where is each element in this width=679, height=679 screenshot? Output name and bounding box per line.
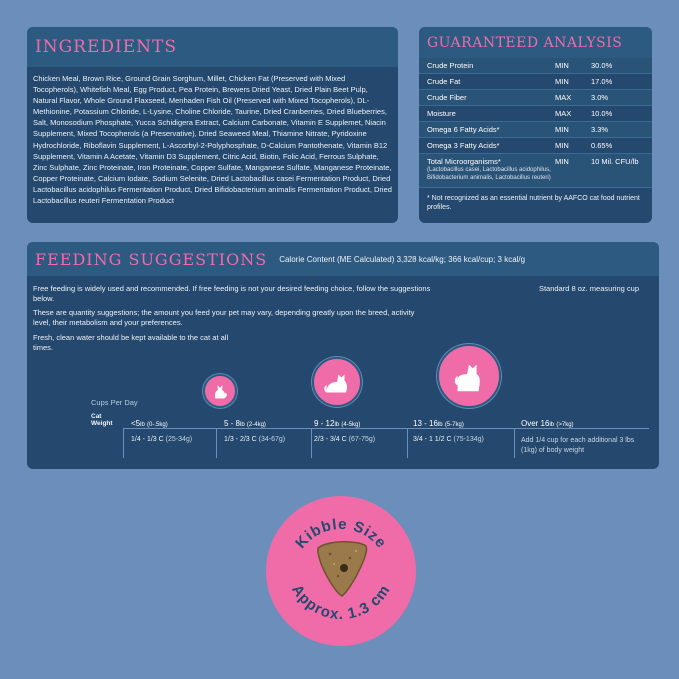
cat-large-badge	[437, 344, 501, 408]
nutrient-qualifier: MAX	[555, 93, 572, 102]
nutrient-name: Omega 6 Fatty Acids*	[427, 125, 500, 134]
ingredients-title: INGREDIENTS	[35, 37, 177, 57]
analysis-title: GUARANTEED ANALYSIS	[427, 35, 623, 51]
cups-per-day-label: Cups Per Day	[91, 398, 138, 407]
feeding-paragraph-3: Fresh, clean water should be kept available to the cat at all times.	[33, 333, 229, 352]
nutrient-subtext: (Lactobacillus casei, Lactobacillus acidophilus, Bifidobacterium animalis, Lactobacillus reuteri)	[427, 167, 551, 181]
cups-cell	[224, 436, 285, 443]
column-divider	[123, 428, 124, 458]
nutrient-value: 10.0%	[591, 109, 613, 118]
nutrient-qualifier: MIN	[555, 125, 569, 134]
cups-grams: (67-75g)	[348, 436, 376, 443]
cups-amount: 1/3 - 2/3 C	[224, 436, 257, 443]
nutrient-qualifier: MIN	[555, 157, 569, 166]
kibble-bottom-text: Approx. 1.3 cm	[288, 581, 394, 624]
feeding-paragraph-1: Free feeding is widely used and recommended. If free feeding is not your desired feeding choice, follow the suggestions below.	[33, 284, 431, 303]
feeding-paragraph-2: These are quantity suggestions; the amount you feed your pet may vary, depending greatly upon the breed, activity level, their metabolism and your preferences.	[33, 308, 415, 327]
column-divider	[311, 428, 312, 458]
cups-amount: 3/4 - 1 1/2 C	[413, 436, 452, 443]
nutrient-qualifier: MAX	[555, 109, 572, 118]
cat-icon	[322, 367, 352, 397]
nutrient-name: Crude Protein	[427, 61, 474, 70]
nutrient-name: Crude Fat	[427, 77, 461, 86]
analysis-row	[419, 122, 652, 138]
weight-range: 5 - 8	[224, 419, 241, 428]
calorie-content: Calorie Content (ME Calculated) 3,328 kcal/kg; 366 kcal/cup; 3 kcal/g	[279, 254, 526, 264]
nutrient-value: 3.0%	[591, 93, 609, 102]
nutrient-qualifier: MIN	[555, 77, 569, 86]
weight-cell	[224, 419, 266, 428]
cups-grams: (25-34g)	[165, 436, 193, 443]
cat-small-badge	[203, 374, 237, 408]
nutrient-name: Moisture	[427, 109, 456, 118]
nutrient-value: 0.65%	[591, 141, 613, 150]
nutrient-name: Crude Fiber	[427, 93, 467, 102]
weight-unit: lb	[549, 422, 555, 428]
nutrient-value: 30.0%	[591, 61, 613, 70]
weight-unit: lb	[334, 422, 340, 428]
nutrient-value: 17.0%	[591, 77, 613, 86]
weight-unit: lb	[140, 422, 145, 428]
weight-unit: lb	[437, 422, 443, 428]
weight-metric: (5-7kg)	[444, 422, 464, 428]
weight-unit: lb	[240, 422, 245, 428]
weight-range: 9 - 12	[314, 419, 335, 428]
analysis-row	[419, 58, 652, 74]
kibble-size-badge	[266, 496, 416, 646]
cat-icon	[450, 357, 488, 395]
cups-cell	[521, 436, 651, 456]
weight-metric: (0-.5kg)	[147, 422, 168, 428]
weight-cell	[314, 419, 360, 428]
feeding-header	[27, 242, 659, 276]
weight-cell	[413, 419, 464, 428]
cat-medium-badge	[312, 357, 362, 407]
weight-cell	[521, 419, 574, 428]
table-divider	[123, 428, 649, 429]
nutrient-qualifier: MIN	[555, 141, 569, 150]
analysis-table	[419, 58, 652, 188]
feeding-title: FEEDING SUGGESTIONS	[35, 249, 268, 269]
weight-range: <5	[131, 419, 141, 428]
analysis-row	[419, 74, 652, 90]
cups-cell	[413, 436, 484, 443]
analysis-row	[419, 106, 652, 122]
cups-grams: (34-67g)	[258, 436, 286, 443]
kibble-graphic	[266, 496, 416, 646]
weight-range: Over 16	[521, 419, 550, 428]
analysis-row	[419, 154, 652, 188]
nutrient-name-block	[427, 157, 555, 182]
analysis-header	[419, 27, 652, 58]
ingredients-panel	[27, 27, 398, 223]
cups-grams: (75-134g)	[453, 436, 484, 443]
weight-metric: (4-5kg)	[341, 422, 361, 428]
column-divider	[216, 428, 217, 458]
ingredients-header	[27, 27, 398, 67]
measuring-cup-note: Standard 8 oz. measuring cup	[538, 284, 639, 293]
weight-metric: (2-4kg)	[246, 422, 266, 428]
weight-range: 13 - 16	[413, 419, 438, 428]
nutrient-name: Total Microorganisms*	[427, 157, 501, 166]
weight-metric: (>7kg)	[556, 422, 574, 428]
cups-cell	[131, 436, 192, 443]
analysis-footnote: * Not recognized as an essential nutrient by AAFCO cat food nutrient profiles.	[427, 195, 640, 211]
cat-weight-label: Cat Weight	[91, 413, 113, 427]
column-divider	[407, 428, 408, 458]
analysis-panel	[419, 27, 652, 223]
weight-cell	[131, 419, 168, 428]
nutrient-value: 10 Mil. CFU/lb	[591, 157, 639, 166]
nutrient-qualifier: MIN	[555, 61, 569, 70]
cat-icon	[211, 382, 229, 400]
cups-amount: 2/3 - 3/4 C	[314, 436, 347, 443]
cups-cell	[314, 436, 375, 443]
cups-amount: 1/4 - 1/3 C	[131, 436, 164, 443]
cups-amount: Add 1/4 cup for each additional 3 lbs (1kg) of body weight	[521, 437, 635, 454]
kibble-top-text: Kibble Size	[292, 515, 390, 552]
analysis-row	[419, 90, 652, 106]
nutrient-name: Omega 3 Fatty Acids*	[427, 141, 500, 150]
column-divider	[514, 428, 515, 458]
nutrient-value: 3.3%	[591, 125, 609, 134]
ingredients-list: Chicken Meal, Brown Rice, Ground Grain Sorghum, Millet, Chicken Fat (Preserved with Mixed Tocopherols), Whitefish Meal, Egg Product, Pea Protein, Brewers Dried Yeast, Dried Plain Beet Pulp, Natural Flavor, Whole Ground Flaxseed, Menhaden Fish Oil (Preserved with Mixed Tocopherols), DL-Methionine, Potassium Chloride, L-Lysine, Choline Chloride, Taurine, Dried Cranberries, Dried Blueberries, Salt, Monosodium Phosphate, Yucca Schidigera Extract, Calcium Carbonate, Vitamin E Supplemet, Niacin Supplement, Mixed Tocopherols (a Preservative), Dried Seaweed Meal, Thiamine Nitrate, Pyridoxine Hydrochloride, Riboflavin Supplement, L-Ascorbyl-2-Polyphosphate, D-Calcium Pantothenate, Vitamin B12 Supplement, Vitamin A Acetate, Vitamin D3 Supplement, Citric Acid, Biotin, Folic Acid, Ferrous Sulphate, Zinc Sulphate, Zinc Proteinate, Iron Proteinate, Copper Sulfate, Manganese Sulfate, Manganese Proteinate, Copper Proteinate, Calcium Iodate, Sodium Selenite, Dried Lactobacillus casei Fermentation Product, Dried Lactobacillus acidophilus Fermentation Product, Dried Bifidobacterium animalis Fermentation Product, Dried Lactobacillus reuteri Fermentation Product	[33, 74, 392, 206]
feeding-panel	[27, 242, 659, 469]
analysis-row	[419, 138, 652, 154]
